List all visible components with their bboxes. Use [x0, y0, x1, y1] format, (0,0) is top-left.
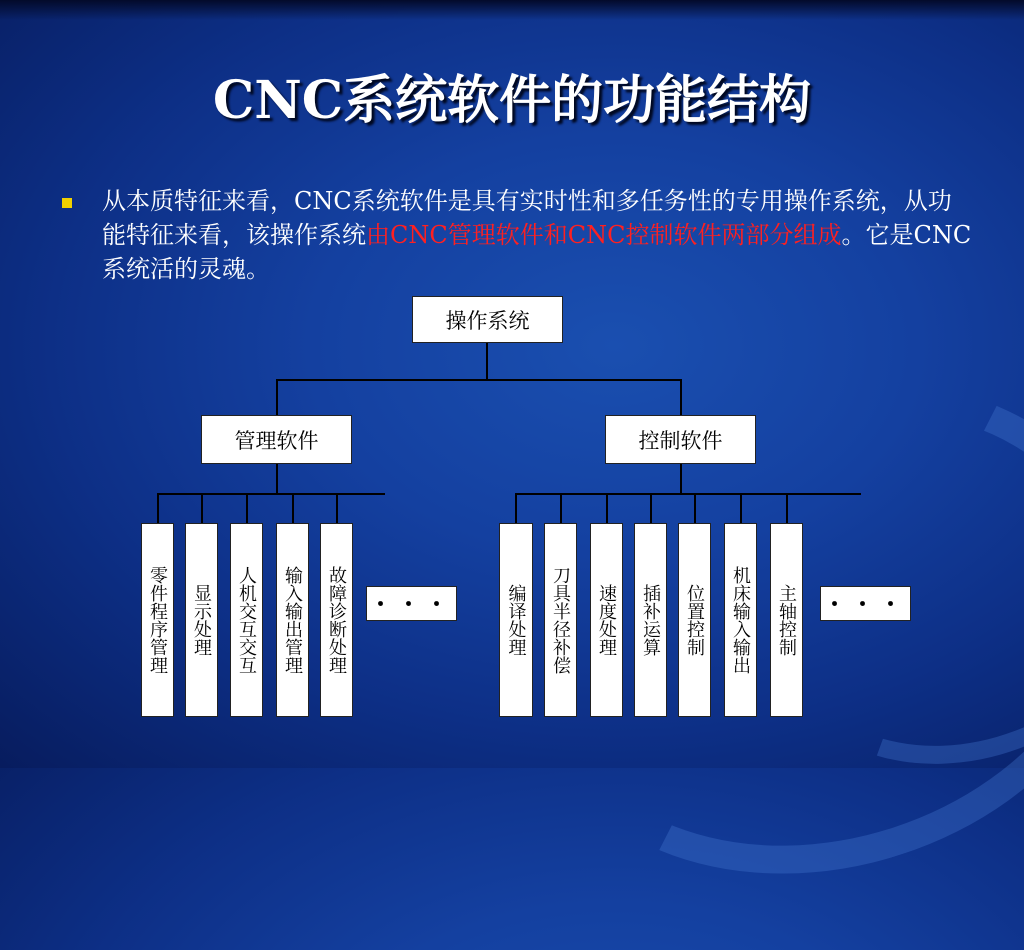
connector-line [201, 493, 203, 524]
connector-line [740, 493, 742, 524]
connector-line [336, 493, 338, 524]
connector-line [694, 493, 696, 524]
top-band [0, 0, 1024, 20]
management-child-node: 零件程序管理 [141, 523, 174, 717]
connector-line [680, 379, 682, 416]
slide-title: CNC系统软件的功能结构 [212, 70, 812, 131]
control-more-node: ・・・ [820, 586, 911, 621]
management-more-node: ・・・ [366, 586, 457, 621]
management-node: 管理软件 [201, 415, 352, 464]
root-node: 操作系统 [412, 296, 563, 343]
control-child-node: 机床输入输出 [724, 523, 757, 717]
management-child-node: 显示处理 [185, 523, 218, 717]
connector-line [157, 493, 385, 495]
control-node: 控制软件 [605, 415, 756, 464]
bullet-text-highlight: 由CNC管理软件和CNC控制软件两部分组成 [366, 221, 842, 249]
connector-line [276, 463, 278, 494]
bullet-marker [62, 198, 72, 208]
connector-line [276, 379, 278, 416]
connector-line [515, 493, 861, 495]
bullet-text-part1: 从本质特征来看，CNC系统软件是具有实时性和多任务性的专用操作系统，从功能特征来看，该操作系统 [102, 187, 952, 249]
management-child-node: 人机交互交互 [230, 523, 263, 717]
connector-line [680, 463, 682, 494]
connector-line [157, 493, 159, 524]
connector-line [515, 493, 517, 524]
management-child-node: 故障诊断处理 [320, 523, 353, 717]
bullet-text [102, 184, 972, 286]
control-child-node: 主轴控制 [770, 523, 803, 717]
management-child-node: 输入输出管理 [276, 523, 309, 717]
connector-line [486, 342, 488, 380]
connector-line [606, 493, 608, 524]
bullet-text-part2: 。它是CNC系统活的灵魂。 [102, 221, 972, 283]
control-child-node: 速度处理 [590, 523, 623, 717]
control-child-node: 编译处理 [499, 523, 533, 717]
control-child-node: 插补运算 [634, 523, 667, 717]
connector-line [292, 493, 294, 524]
control-child-node: 位置控制 [678, 523, 711, 717]
connector-line [650, 493, 652, 524]
connector-line [560, 493, 562, 524]
connector-line [246, 493, 248, 524]
control-child-node: 刀具半径补偿 [544, 523, 577, 717]
connector-line [276, 379, 682, 381]
connector-line [786, 493, 788, 524]
